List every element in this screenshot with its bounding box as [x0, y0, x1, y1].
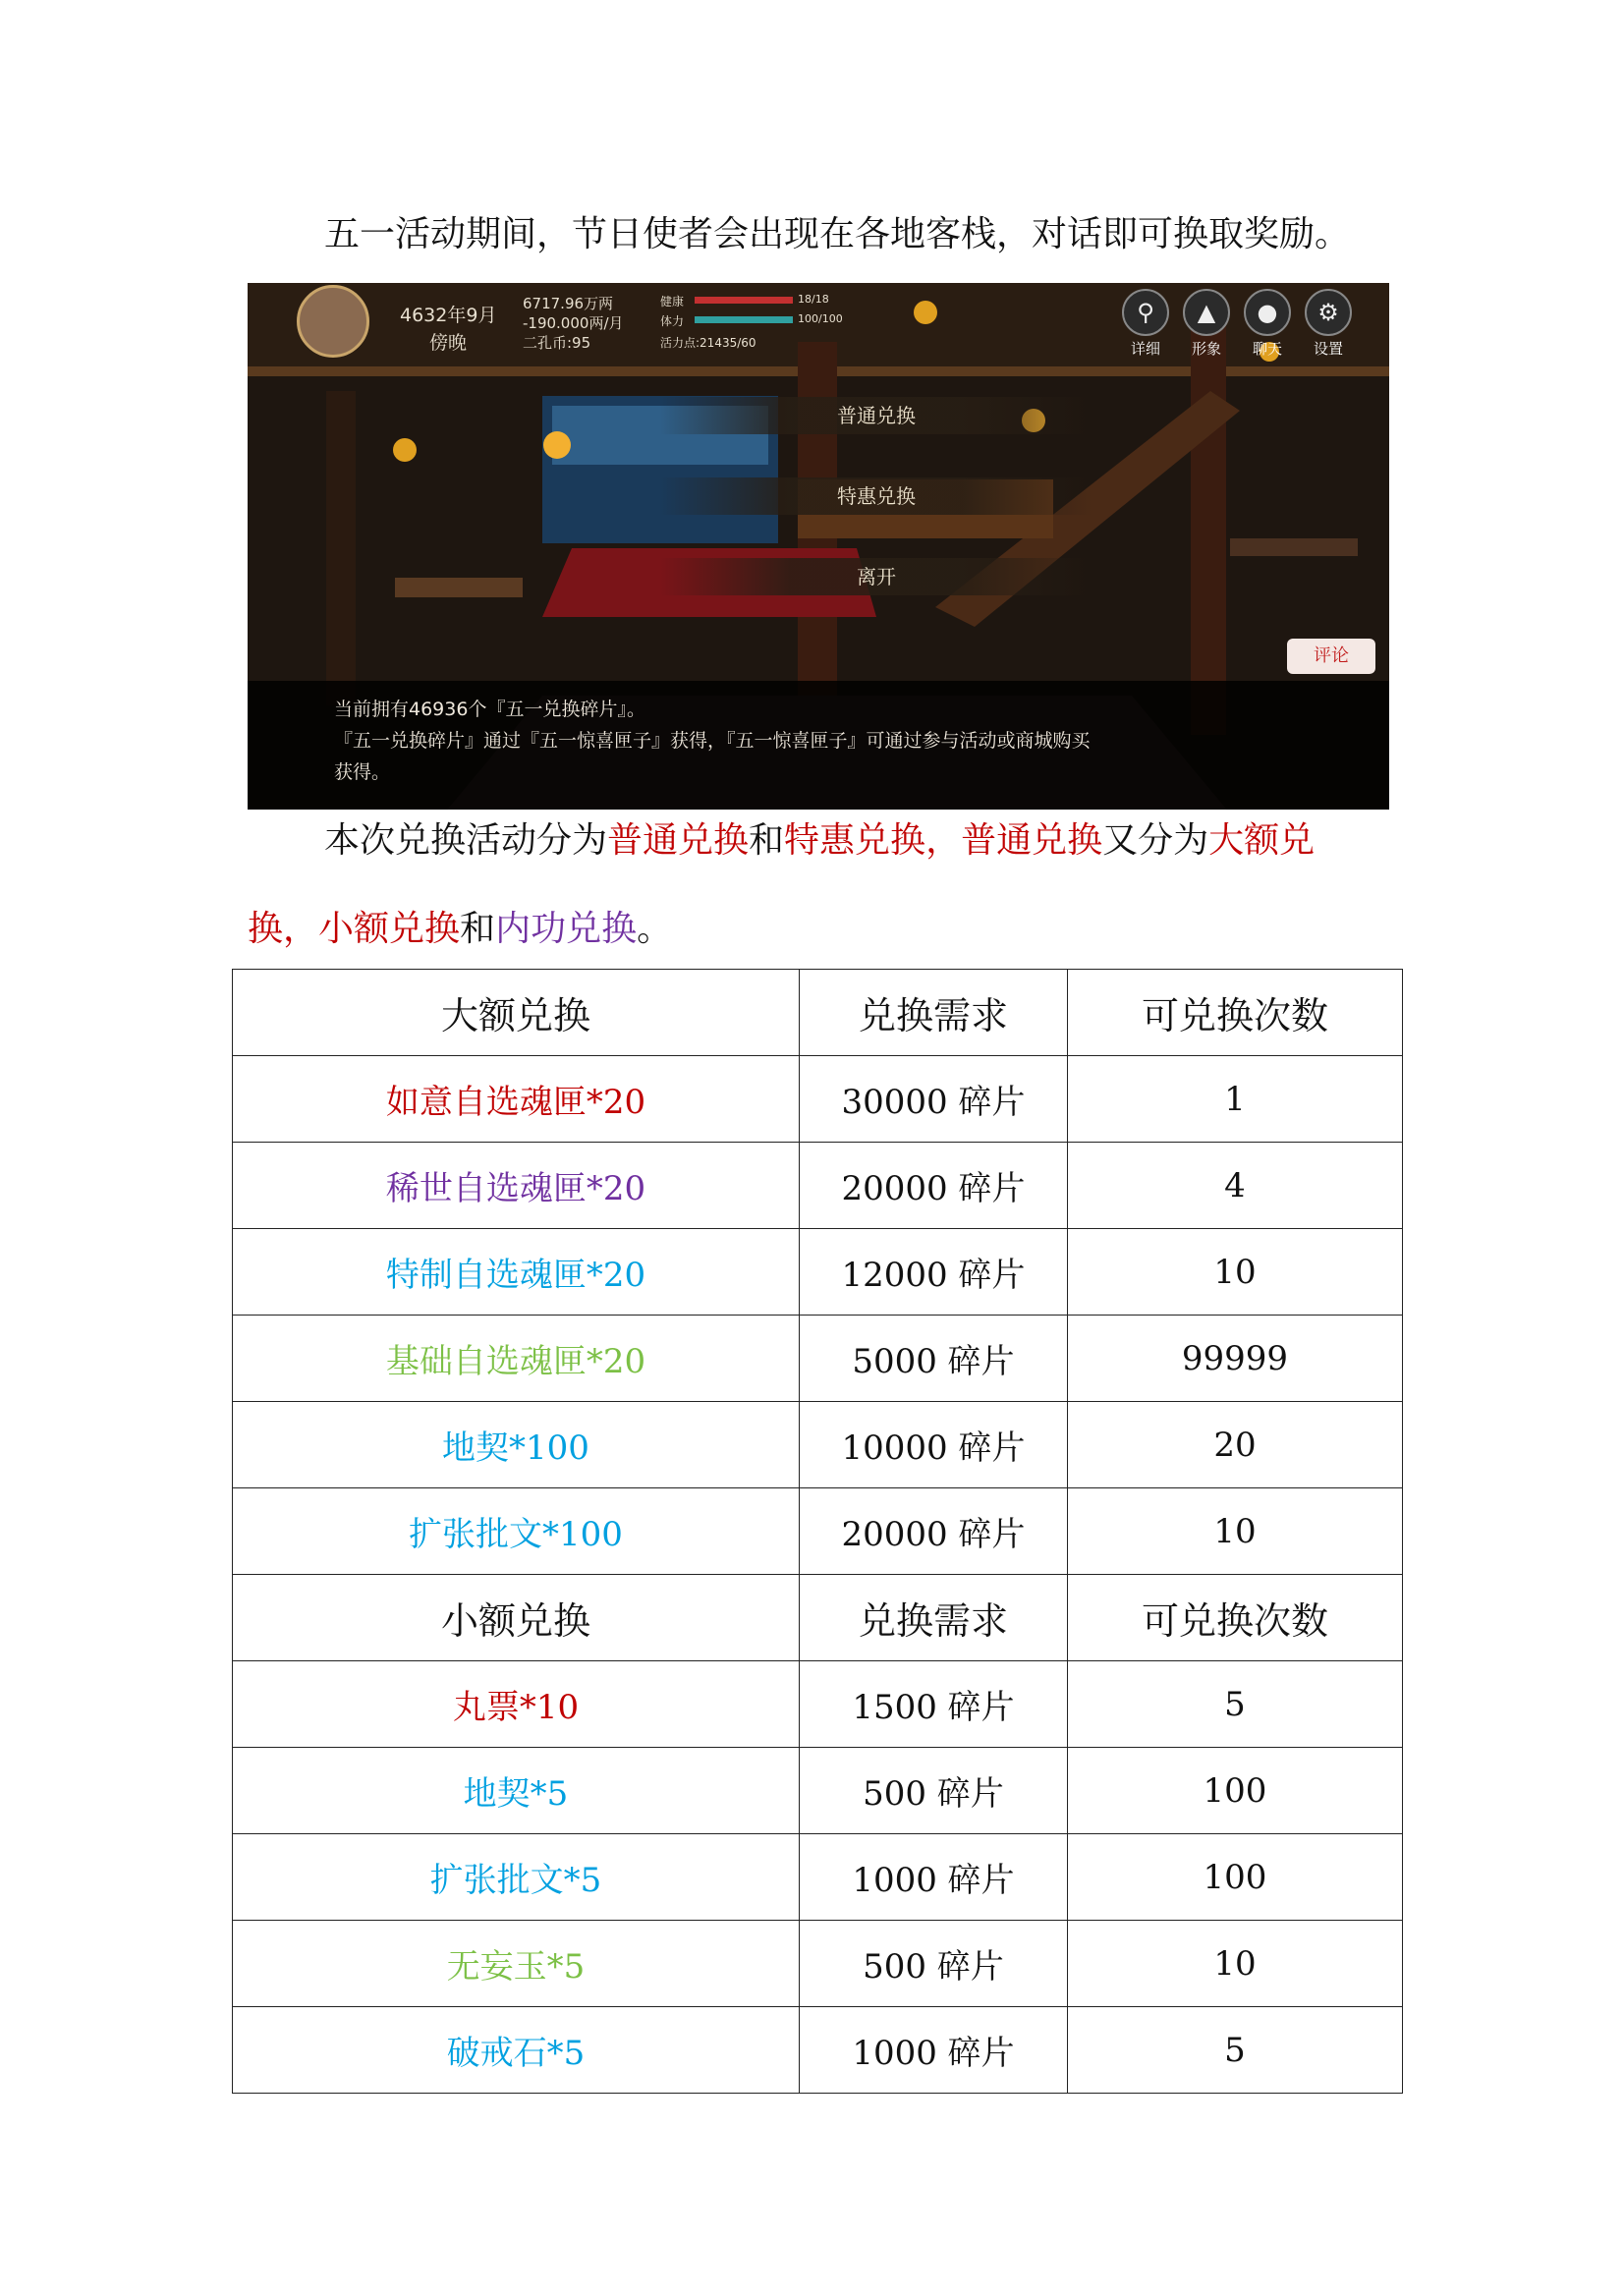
item-cell: 扩张批文*5	[233, 1834, 800, 1921]
times-cell: 20	[1068, 1402, 1403, 1488]
item-cell: 如意自选魂匣*20	[233, 1056, 800, 1143]
avatar[interactable]	[297, 285, 369, 358]
summary-line-2: 换，小额兑换和内功兑换。	[248, 909, 673, 949]
times-cell: 10	[1068, 1921, 1403, 2007]
cost-cell: 20000 碎片	[800, 1488, 1068, 1575]
normal-exchange-text: 普通兑换	[607, 820, 750, 861]
dialog-line-3: 获得。	[334, 761, 391, 783]
table-row	[233, 1921, 1403, 2007]
time-of-day: 傍晚	[429, 332, 468, 354]
item-cell: 特制自选魂匣*20	[233, 1229, 800, 1316]
cost-cell: 1000 碎片	[800, 2007, 1068, 2094]
times-cell: 99999	[1068, 1316, 1403, 1402]
detail-button[interactable]: ⚲ 详细	[1120, 289, 1171, 359]
cost-cell: 10000 碎片	[800, 1402, 1068, 1488]
neigong-exchange-text: 内功兑换	[495, 909, 638, 949]
times-cell: 10	[1068, 1488, 1403, 1575]
search-icon: ⚲	[1122, 289, 1169, 336]
cost-cell: 1500 碎片	[800, 1661, 1068, 1748]
stamina-bar	[695, 316, 793, 323]
times-cell: 1	[1068, 1056, 1403, 1143]
intro-paragraph: 五一活动期间，节日使者会出现在各地客栈，对话即可换取奖励。	[324, 214, 1351, 254]
stamina-value: 100/100	[798, 312, 843, 325]
times-cell: 5	[1068, 1661, 1403, 1748]
cost-cell: 500 碎片	[800, 1748, 1068, 1834]
money-value: 6717.96万两	[523, 295, 614, 312]
table-row	[233, 1488, 1403, 1575]
settings-button[interactable]: ⚙ 设置	[1303, 289, 1354, 359]
dialog-line-2: 『五一兑换碎片』通过『五一惊喜匣子』获得，『五一惊喜匣子』可通过参与活动或商城购买	[334, 730, 1091, 752]
table-row	[233, 1834, 1403, 1921]
appearance-button[interactable]: ▲ 形象	[1181, 289, 1232, 359]
item-cell: 扩张批文*100	[233, 1488, 800, 1575]
table-row	[233, 1316, 1403, 1402]
small-exchange-text: 小额兑换	[318, 909, 461, 949]
times-cell: 10	[1068, 1229, 1403, 1316]
dialog-line-1: 当前拥有46936个『五一兑换碎片』。	[334, 699, 645, 720]
item-cell: 稀世自选魂匣*20	[233, 1143, 800, 1229]
special-exchange-text: 特惠兑换	[784, 820, 926, 861]
cost-cell: 1000 碎片	[800, 1834, 1068, 1921]
table-row	[233, 2007, 1403, 2094]
leave-option[interactable]: 离开	[660, 558, 1092, 595]
item-cell: 基础自选魂匣*20	[233, 1316, 800, 1402]
table-header-cell: 小额兑换	[233, 1575, 800, 1661]
comment-button[interactable]: 评论	[1287, 639, 1375, 674]
item-cell: 地契*100	[233, 1402, 800, 1488]
dialog-box	[248, 681, 1389, 810]
table-row	[233, 1402, 1403, 1488]
table-header-cell: 大额兑换	[233, 970, 800, 1056]
item-cell: 破戒石*5	[233, 2007, 800, 2094]
table-header-row	[233, 970, 1403, 1056]
table-row	[233, 1056, 1403, 1143]
chat-icon: ●	[1244, 289, 1291, 336]
cost-cell: 12000 碎片	[800, 1229, 1068, 1316]
stamina-label: 体力	[660, 314, 685, 328]
chat-button[interactable]: ● 聊天	[1242, 289, 1293, 359]
table-row	[233, 1661, 1403, 1748]
exchange-table	[232, 969, 1403, 2094]
normal-exchange-option[interactable]: 普通兑换	[660, 397, 1092, 434]
summary-line-1: 本次兑换活动分为普通兑换和特惠兑换，普通兑换又分为大额兑	[324, 820, 1316, 861]
item-cell: 丸票*10	[233, 1661, 800, 1748]
table-header-row	[233, 1575, 1403, 1661]
special-exchange-option[interactable]: 特惠兑换	[660, 477, 1092, 515]
robe-icon: ▲	[1183, 289, 1230, 336]
table-header-cell: 可兑换次数	[1068, 1575, 1403, 1661]
game-date: 4632年9月	[400, 305, 497, 326]
item-cell: 地契*5	[233, 1748, 800, 1834]
cost-cell: 5000 碎片	[800, 1316, 1068, 1402]
cost-cell: 30000 碎片	[800, 1056, 1068, 1143]
table-row	[233, 1229, 1403, 1316]
table-header-cell: 兑换需求	[800, 1575, 1068, 1661]
times-cell: 5	[1068, 2007, 1403, 2094]
times-cell: 100	[1068, 1834, 1403, 1921]
cost-cell: 20000 碎片	[800, 1143, 1068, 1229]
health-label: 健康	[660, 295, 685, 308]
table-header-cell: 兑换需求	[800, 970, 1068, 1056]
times-cell: 4	[1068, 1143, 1403, 1229]
health-value: 18/18	[798, 293, 829, 306]
coins-value: 二孔币:95	[523, 334, 591, 352]
times-cell: 100	[1068, 1748, 1403, 1834]
cost-cell: 500 碎片	[800, 1921, 1068, 2007]
game-screenshot	[248, 283, 1389, 810]
income-value: -190.000两/月	[523, 314, 624, 332]
health-bar	[695, 297, 793, 304]
table-row	[233, 1748, 1403, 1834]
item-cell: 无妄玉*5	[233, 1921, 800, 2007]
energy-value: 活力点:21435/60	[660, 336, 756, 350]
gear-icon: ⚙	[1305, 289, 1352, 336]
table-row	[233, 1143, 1403, 1229]
table-header-cell: 可兑换次数	[1068, 970, 1403, 1056]
